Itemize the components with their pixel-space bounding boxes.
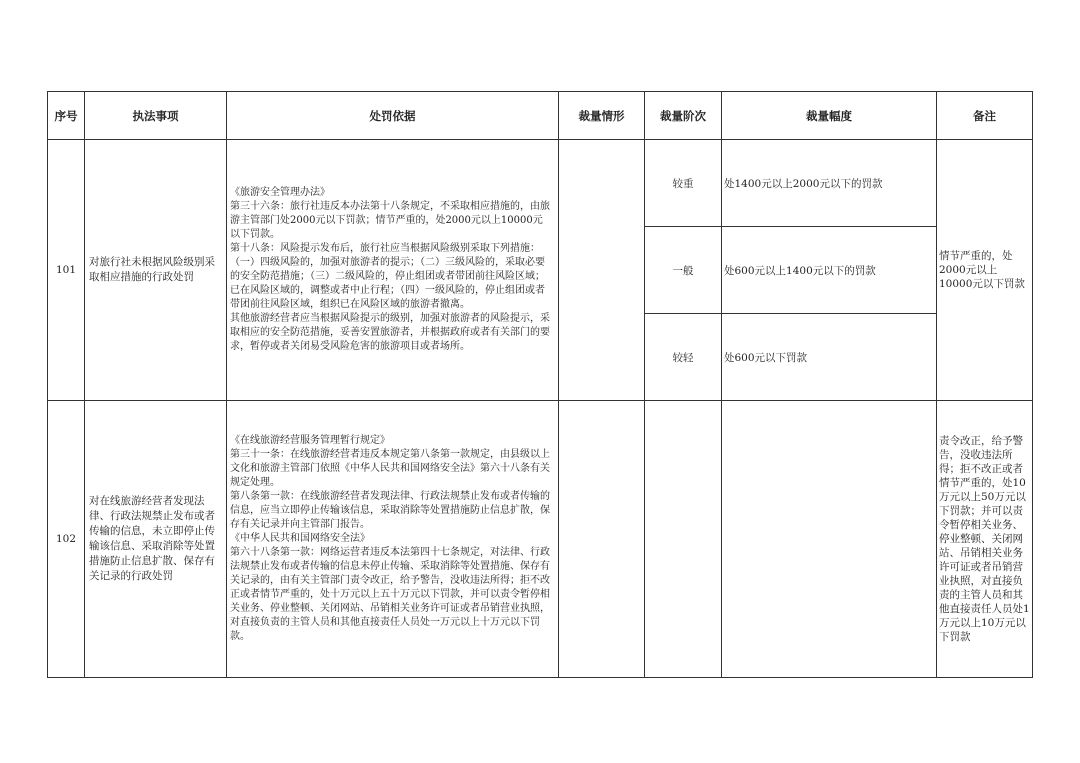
discretion-range — [722, 401, 937, 678]
basis-paragraph: 《在线旅游经营服务管理暂行规定》 — [230, 435, 390, 446]
basis-paragraph: 第三十六条：旅行社违反本办法第十八条规定，不采取相应措施的，由旅游主管部门处2000元以下罚款；情节严重的，处2000元以上10000元以下罚款。 — [230, 201, 550, 240]
header-basis: 处罚依据 — [227, 92, 559, 140]
remark: 责令改正，给予警告，没收违法所得；拒不改正或者情节严重的，处10万元以上50万元以下罚款；并可以责令暂停相关业务、停业整顿、关闭网站、吊销相关业务许可证或者吊销营业执照，对直接负责的主管人员和其他直接责任人员处1万元以上10万元以下罚款 — [937, 401, 1033, 678]
header-range: 裁量幅度 — [722, 92, 937, 140]
header-matter: 执法事项 — [85, 92, 227, 140]
row-number: 102 — [48, 401, 85, 678]
discretion-level: 较轻 — [645, 314, 722, 401]
basis-paragraph: 第六十八条第一款：网络运营者违反本法第四十七条规定，对法律、行政法规禁止发布或者传输的信息未停止传输、采取消除等处置措施、保存有关记录的，由有关主管部门责令改正，给予警告，没收违法所得；拒不改正或者情节严重的，处十万元以上五十万元以下罚款，并可以责令暂停相关业务、停业整顿、关闭网站、吊销相关业务许可证或者吊销营业执照，对直接负责的主管人员和其他直接责任人员处一万元以上十万元以下罚款。 — [230, 547, 550, 642]
penalty-basis — [227, 401, 559, 678]
discretion-situation — [559, 140, 645, 401]
basis-paragraph: 其他旅游经营者应当根据风险提示的级别，加强对旅游者的风险提示，采取相应的安全防范措施，妥善安置旅游者，并根据政府或者有关部门的要求，暂停或者关闭易受风险危害的旅游项目或者场所。 — [230, 313, 550, 352]
discretion-level: 较重 — [645, 140, 722, 227]
enforcement-matter: 对旅行社未根据风险级别采取相应措施的行政处罚 — [85, 140, 227, 401]
discretion-level: 一般 — [645, 227, 722, 314]
header-number: 序号 — [48, 92, 85, 140]
table-row — [48, 401, 1033, 678]
enforcement-matter: 对在线旅游经营者发现法律、行政法规禁止发布或者传输的信息，未立即停止传输该信息、采取消除等处置措施防止信息扩散、保存有关记录的行政处罚 — [85, 401, 227, 678]
header-situation: 裁量情形 — [559, 92, 645, 140]
basis-paragraph: 第十八条：风险提示发布后，旅行社应当根据风险级别采取下列措施：（一）四级风险的，加强对旅游者的提示；（二）三级风险的，采取必要的安全防范措施；（三）二级风险的，停止组团或者带团前往风险区域；已在风险区域的，调整或者中止行程；（四）一级风险的，停止组团或者带团前往风险区域，组织已在风险区域的旅游者撤离。 — [230, 243, 545, 310]
remark: 情节严重的，处2000元以上10000元以下罚款 — [937, 140, 1033, 401]
header-row — [48, 92, 1033, 140]
discretion-range: 处600元以下罚款 — [722, 314, 937, 401]
discretion-range: 处600元以上1400元以下的罚款 — [722, 227, 937, 314]
basis-paragraph: 《中华人民共和国网络安全法》 — [230, 533, 370, 544]
header-remark: 备注 — [937, 92, 1033, 140]
basis-paragraph: 第三十一条：在线旅游经营者违反本规定第八条第一款规定，由县级以上文化和旅游主管部门依照《中华人民共和国网络安全法》第六十八条有关规定处理。 — [230, 449, 550, 488]
discretion-range: 处1400元以上2000元以下的罚款 — [722, 140, 937, 227]
basis-paragraph: 第八条第一款：在线旅游经营者发现法律、行政法规禁止发布或者传输的信息，应当立即停止传输该信息，采取消除等处置措施防止信息扩散，保存有关记录并向主管部门报告。 — [230, 491, 550, 530]
penalty-discretion-table — [47, 91, 1033, 678]
header-level: 裁量阶次 — [645, 92, 722, 140]
discretion-situation — [559, 401, 645, 678]
basis-paragraph: 《旅游安全管理办法》 — [230, 187, 330, 198]
discretion-level — [645, 401, 722, 678]
table-row — [48, 140, 1033, 227]
penalty-basis — [227, 140, 559, 401]
row-number: 101 — [48, 140, 85, 401]
